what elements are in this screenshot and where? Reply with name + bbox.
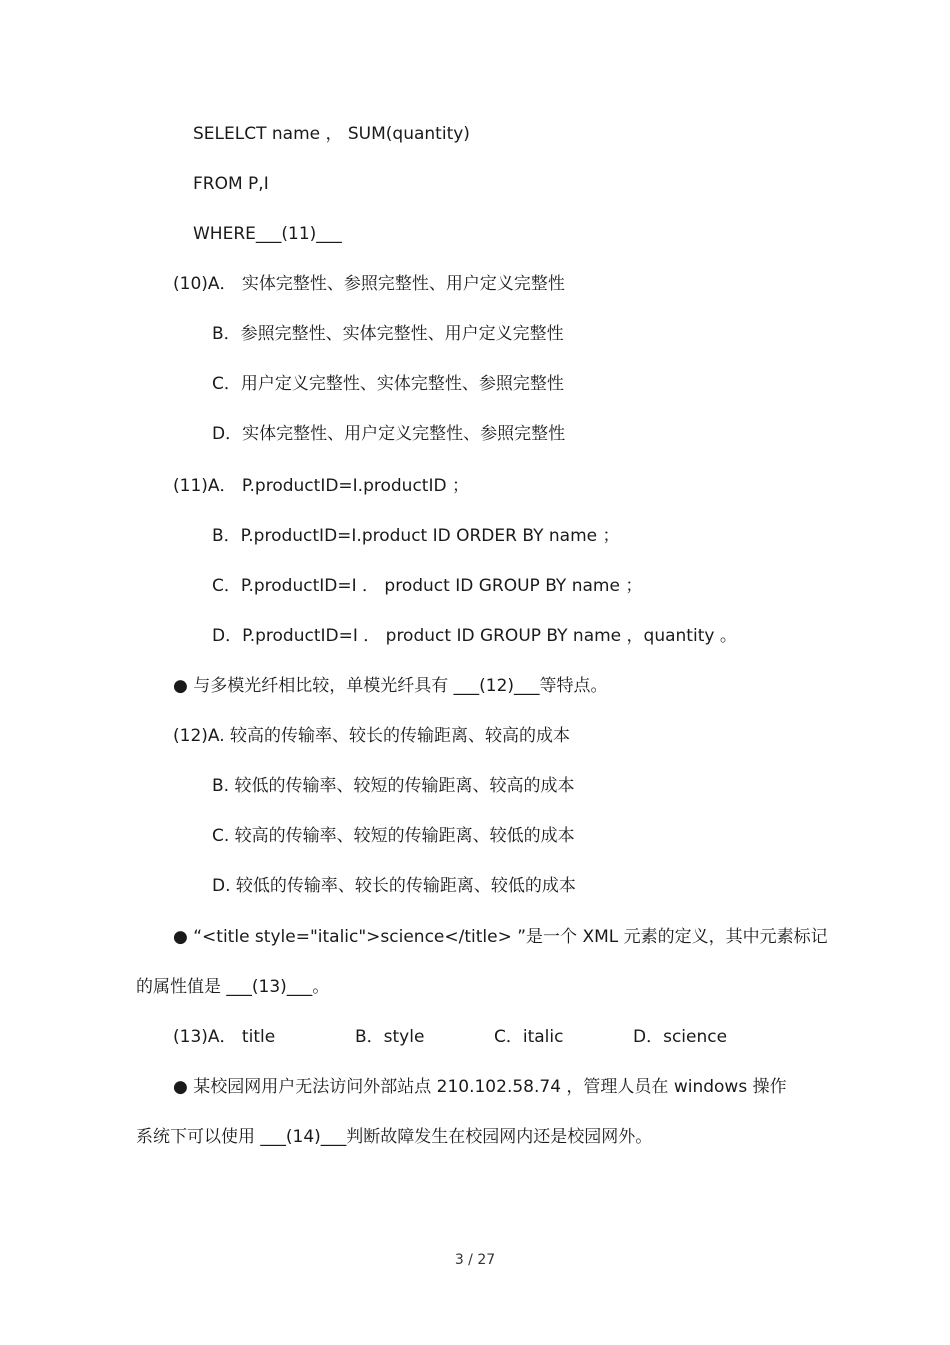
q13-option-c: C．italic <box>494 1027 564 1047</box>
page-number: 3 / 27 <box>454 1252 496 1268</box>
q10-option-c: C．用户定义完整性、实体完整性、参照完整性 <box>212 374 564 394</box>
q11-option-a: (11)A． P.productID=I.productID ； <box>173 476 469 496</box>
q13-option-b: B．style <box>355 1027 425 1047</box>
q10-option-b: B．参照完整性、实体完整性、用户定义完整性 <box>212 324 564 344</box>
q13-option-d: D．science <box>633 1027 728 1047</box>
q10-option-a: (10)A． 实体完整性、参照完整性、用户定义完整性 <box>173 274 565 294</box>
q13-stem-line1: ● “<title style="italic">science</title> ”是一个 XML 元素的定义，其中元素标记 <box>173 927 828 947</box>
sql-select-line: SELELCT name ， SUM(quantity) <box>193 124 470 144</box>
sql-where-line: WHERE___(11)___ <box>193 224 342 244</box>
q13-options-row <box>0 1026 950 1048</box>
q11-option-d: D．P.productID=I ． product ID GROUP BY name ，quantity 。 <box>212 626 737 646</box>
q12-option-b: B. 较低的传输率、较短的传输距离、较高的成本 <box>212 776 575 796</box>
q14-stem-line1: ● 某校园网用户无法访问外部站点 210.102.58.74 ，管理人员在 windows 操作 <box>173 1077 787 1097</box>
sql-from-line: FROM P,I <box>193 174 269 194</box>
q12-option-c: C. 较高的传输率、较短的传输距离、较低的成本 <box>212 826 575 846</box>
q12-option-d: D. 较低的传输率、较长的传输距离、较低的成本 <box>212 876 576 896</box>
q13-stem-line2: 的属性值是 ___(13)___。 <box>136 977 330 997</box>
q11-option-c: C．P.productID=I ． product ID GROUP BY name ； <box>212 576 643 596</box>
q11-option-b: B．P.productID=I.product ID ORDER BY name ； <box>212 526 620 546</box>
q12-option-a: (12)A. 较高的传输率、较长的传输距离、较高的成本 <box>173 726 571 746</box>
q12-stem: ● 与多模光纤相比较，单模光纤具有 ___(12)___等特点。 <box>173 676 608 696</box>
q10-option-d: D．实体完整性、用户定义完整性、参照完整性 <box>212 424 566 444</box>
q14-stem-line2: 系统下可以使用 ___(14)___判断故障发生在校园网内还是校园网外。 <box>136 1127 653 1147</box>
q13-option-a: (13)A． title <box>173 1027 276 1047</box>
